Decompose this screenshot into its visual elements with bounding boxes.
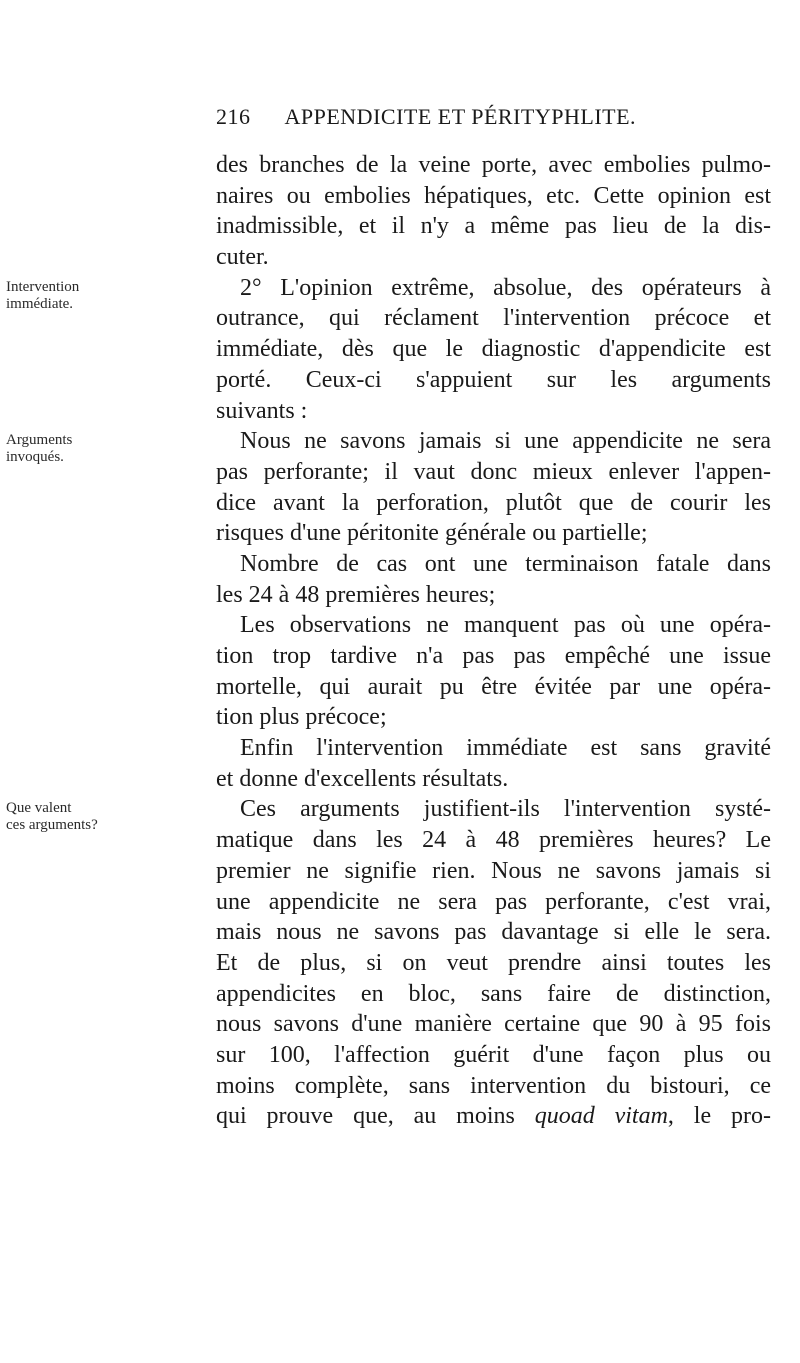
- text-line-final: [216, 1101, 771, 1132]
- text-line: appendicites en bloc, sans faire de distinction,: [216, 980, 771, 1007]
- text-line: risques d'une péritonite générale ou partielle;: [216, 520, 648, 547]
- text-line: les 24 à 48 premières heures;: [216, 581, 496, 608]
- running-header: [216, 104, 636, 130]
- running-title: APPENDICITE ET PÉRITYPHLITE.: [284, 104, 637, 129]
- text-line: Nous ne savons jamais si une appendicite ne sera: [240, 428, 771, 455]
- text-line: Les observations ne manquent pas où une opéra-: [240, 612, 771, 639]
- text-line: suivants :: [216, 397, 308, 424]
- text-line: mais nous ne savons pas davantage si elle le sera.: [216, 919, 771, 946]
- text-line: porté. Ceux-ci s'appuient sur les arguments: [216, 366, 771, 393]
- text-line: 2° L'opinion extrême, absolue, des opérateurs à: [240, 274, 771, 301]
- text-line: tion trop tardive n'a pas pas empêché une issue: [216, 643, 771, 669]
- margin-note-arguments: [6, 432, 116, 466]
- margin-note-line: Que valent: [6, 800, 72, 817]
- italic-phrase: quoad vitam: [534, 1103, 668, 1130]
- text-line: mortelle, qui aurait pu être évitée par une opéra-: [216, 673, 771, 700]
- text-line: inadmissible, et il n'y a même pas lieu de la dis-: [216, 213, 771, 240]
- margin-note-line: Intervention: [6, 278, 80, 295]
- text-line: immédiate, dès que le diagnostic d'appendicite est: [216, 336, 771, 363]
- text-line: nous savons d'une manière certaine que 90 à 95 fois: [216, 1011, 771, 1038]
- text-line: Enfin l'intervention immédiate est sans gravité: [240, 735, 771, 762]
- text-line: tion plus précoce;: [216, 704, 387, 731]
- page-body: [0, 150, 800, 1132]
- paragraph: [0, 733, 800, 794]
- paragraph: [0, 549, 800, 610]
- text-line: une appendicite ne sera pas perforante, c'est vrai,: [216, 888, 771, 915]
- text-span: qui prouve que, au moins: [216, 1103, 535, 1130]
- text-line: Ces arguments justifient-ils l'intervention systé-: [240, 796, 771, 823]
- page-number: 216: [216, 104, 251, 129]
- paragraph: [0, 273, 800, 426]
- text-line: matique dans les 24 à 48 premières heures? Le: [216, 827, 771, 854]
- margin-note-que-valent: [6, 800, 116, 834]
- text-line: et donne d'excellents résultats.: [216, 765, 509, 792]
- text-line: pas perforante; il vaut donc mieux enlever l'appen-: [216, 458, 771, 485]
- text-line: cuter.: [216, 244, 269, 271]
- paragraph: [0, 610, 800, 733]
- text-line: des branches de la veine porte, avec embolies pulmo-: [216, 152, 771, 178]
- margin-note-line: Arguments: [6, 432, 73, 449]
- text-line: moins complète, sans intervention du bistouri, ce: [216, 1072, 771, 1099]
- text-line: Et de plus, si on veut prendre ainsi toutes les: [216, 949, 771, 976]
- text-line: premier ne signifie rien. Nous ne savons jamais si: [216, 857, 771, 884]
- text-line: sur 100, l'affection guérit d'une façon plus ou: [216, 1041, 771, 1068]
- paragraph: [0, 426, 800, 549]
- paragraph: [0, 150, 800, 273]
- margin-note-line: ces arguments?: [6, 817, 98, 834]
- margin-note-line: invoqués.: [6, 449, 64, 466]
- text-line: Nombre de cas ont une terminaison fatale dans: [240, 550, 771, 577]
- text-line: outrance, qui réclament l'intervention précoce et: [216, 305, 771, 332]
- margin-note-line: immédiate.: [6, 295, 74, 312]
- text-span: , le pro-: [667, 1103, 771, 1130]
- margin-note-intervention: [6, 279, 116, 313]
- paragraph: [0, 794, 800, 1132]
- text-line: naires ou embolies hépatiques, etc. Cette opinion est: [216, 182, 771, 209]
- text-line: dice avant la perforation, plutôt que de courir les: [216, 489, 771, 516]
